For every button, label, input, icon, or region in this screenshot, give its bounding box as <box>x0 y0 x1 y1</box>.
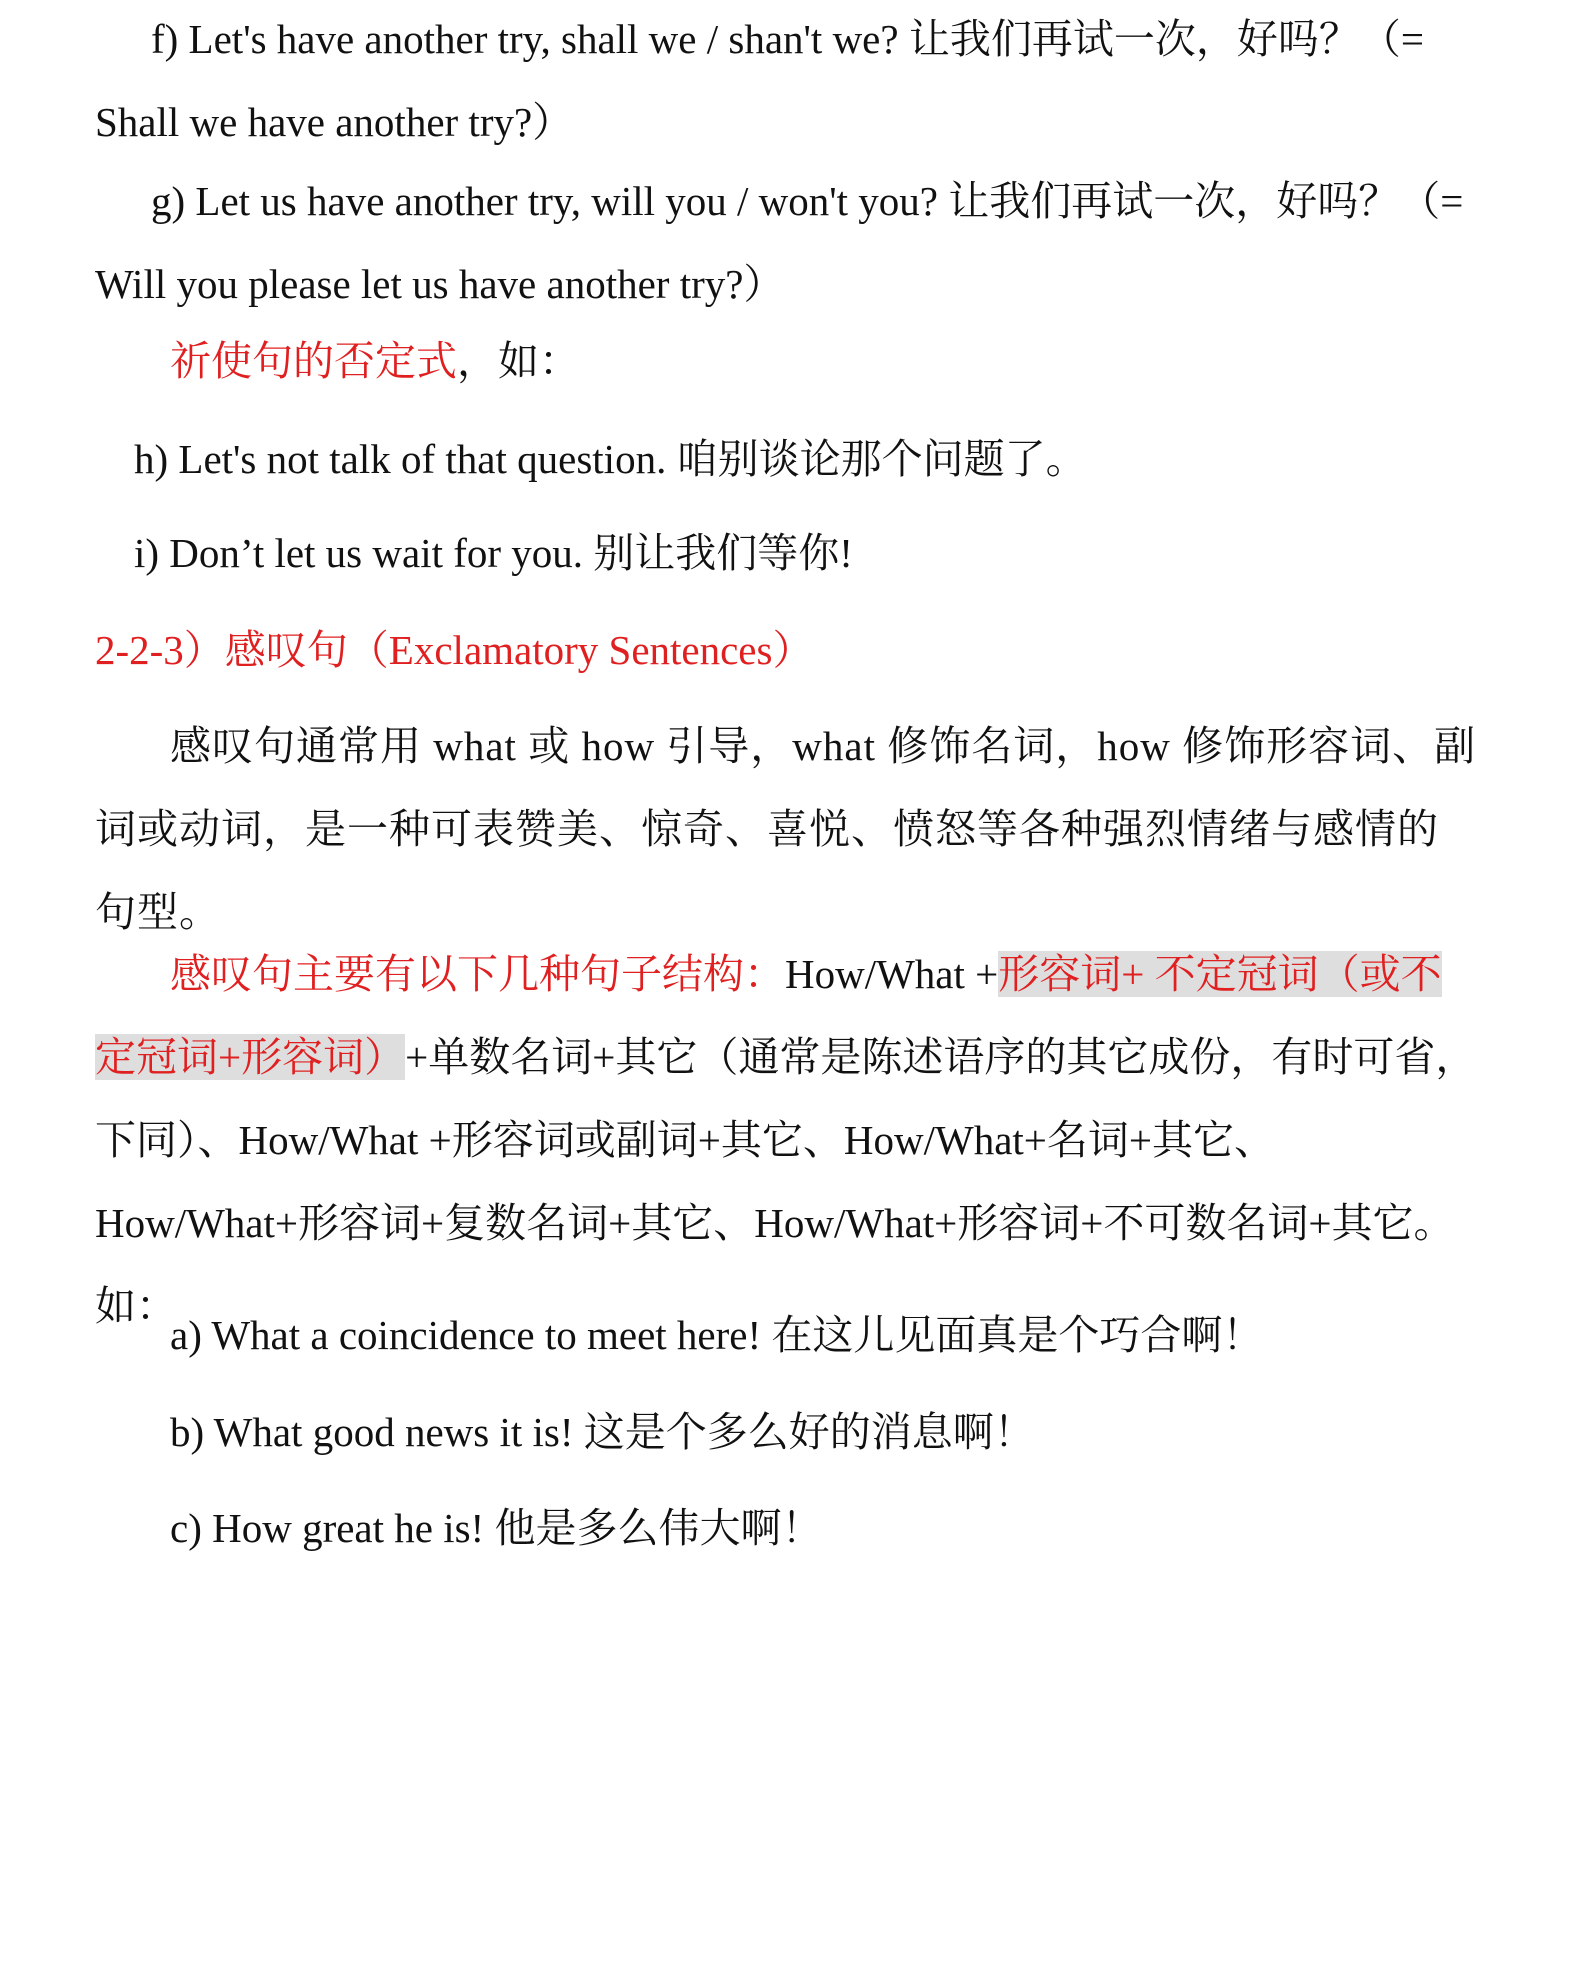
structures-paragraph <box>95 933 1480 1348</box>
example-h: h) Let's not talk of that question. 咱别谈论那个问题了。 <box>134 436 1087 482</box>
example-b: b) What good news it is! 这是个多么好的消息啊！ <box>170 1409 1035 1455</box>
example-g: g) Let us have another try, will you / won't you? 让我们再试一次，好吗？（= Will you please let us have another try?） <box>95 178 1464 307</box>
example-i: i) Don’t let us wait for you. 别让我们等你! <box>134 530 853 576</box>
section-heading: 2-2-3）感叹句（Exclamatory Sentences） <box>95 627 814 673</box>
negative-form-heading-red: 祈使句的否定式 <box>170 338 457 384</box>
structures-plain-1: How/What + <box>785 951 999 997</box>
example-a: a) What a coincidence to meet here! 在这儿见面真是个巧合啊！ <box>170 1312 1264 1358</box>
structures-plain-2: +单数名词+其它（通常是陈述语序的其它成份，有时可省，下同）、How/What +形容词或副词+其它、How/What+名词+其它、How/What+形容词+复数名词+其它、How/What+形容词+不可数名词+其它。如： <box>95 1034 1477 1329</box>
negative-form-heading <box>170 320 1555 403</box>
negative-form-heading-rest: ，如： <box>457 338 580 384</box>
example-c: c) How great he is! 他是多么伟大啊！ <box>170 1505 823 1551</box>
structures-red-lead: 感叹句主要有以下几种句子结构： <box>170 951 785 997</box>
intro-paragraph: 感叹句通常用 what 或 how 引导，what 修饰名词，how 修饰形容词、副词或动词，是一种可表赞美、惊奇、喜悦、愤怒等各种强烈情绪与感情的句型。 <box>95 723 1477 935</box>
example-f: f) Let's have another try, shall we / shan't we? 让我们再试一次，好吗？（= Shall we have another try?） <box>95 16 1424 145</box>
structures-highlighted: 形容词+ 不定冠词（或不定冠词+形容词） <box>95 951 1442 1080</box>
